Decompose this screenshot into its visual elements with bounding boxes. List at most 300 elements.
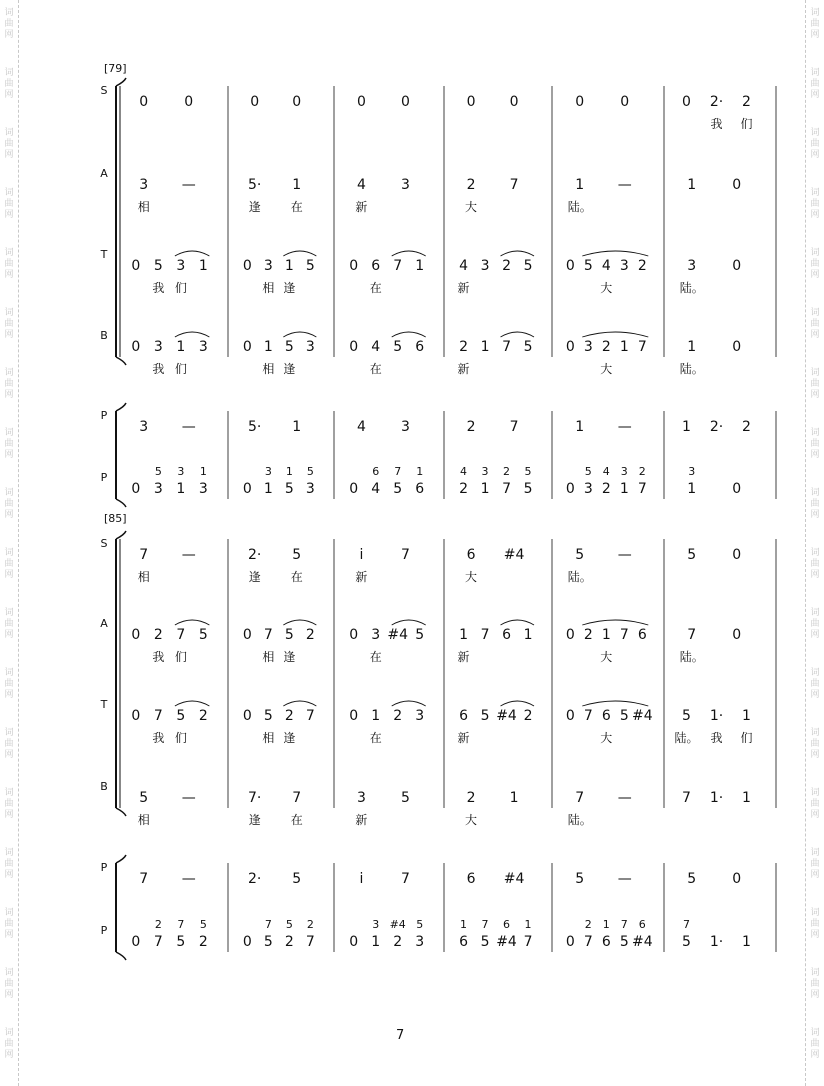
note: — <box>181 547 196 563</box>
note: 1 <box>575 177 585 193</box>
upper-note: 3 <box>688 465 696 478</box>
bracket-hook <box>116 357 126 365</box>
note: 5 <box>523 258 533 274</box>
note: #4 <box>496 934 517 950</box>
lyric: 在 <box>369 731 382 745</box>
note: 5 <box>575 871 585 887</box>
watermark-char: 词 <box>4 128 14 138</box>
watermark-char: 网 <box>810 270 820 280</box>
note: 7 <box>687 627 697 643</box>
upper-note: 2 <box>306 918 314 931</box>
slur <box>582 251 648 256</box>
slur <box>501 620 535 625</box>
note: 0 <box>242 339 252 355</box>
bracket-hook <box>116 403 126 411</box>
note: 2 <box>393 934 403 950</box>
note: — <box>181 177 196 193</box>
bracket-hook <box>116 952 126 960</box>
watermark-char: 词 <box>810 368 820 378</box>
note: 1 <box>619 481 629 497</box>
upper-note: 1 <box>199 465 207 478</box>
measure-number: [79] <box>104 62 127 75</box>
note: 0 <box>620 94 630 110</box>
upper-note: 1 <box>602 918 610 931</box>
note: 7 <box>153 708 163 724</box>
note: 1 <box>742 790 751 806</box>
note: 1 <box>682 419 691 435</box>
note: 1 <box>284 258 294 274</box>
watermark-char: 词 <box>810 848 820 858</box>
note: 3 <box>400 177 410 193</box>
watermark-char: 网 <box>810 510 820 520</box>
note: 5 <box>575 547 585 563</box>
upper-note: 4 <box>602 465 610 478</box>
note: 7 <box>139 547 149 563</box>
watermark-char: 词 <box>4 968 14 978</box>
note: 7 <box>619 627 629 643</box>
watermark-char: 词 <box>810 308 820 318</box>
upper-note: 1 <box>460 918 468 931</box>
note: 0 <box>349 258 359 274</box>
note: 0 <box>242 481 252 497</box>
upper-note: 5 <box>199 918 207 931</box>
watermark-char: 曲 <box>4 259 14 269</box>
note: 1 <box>742 708 751 724</box>
note: 7 <box>176 627 186 643</box>
watermark-char: 网 <box>810 1050 820 1060</box>
watermark-char: 曲 <box>4 79 14 89</box>
upper-note: 7 <box>264 918 272 931</box>
lyric: 新 <box>457 281 470 295</box>
watermark-char: 词 <box>810 548 820 558</box>
note: 7 <box>400 547 410 563</box>
watermark-char: 网 <box>4 750 14 760</box>
part-label: P <box>100 861 108 874</box>
note: 2 <box>153 627 163 643</box>
watermark-char: 曲 <box>810 199 820 209</box>
watermark-char: 曲 <box>810 619 820 629</box>
watermark-char: 网 <box>4 870 14 880</box>
upper-note: 5 <box>154 465 162 478</box>
bracket-hook <box>116 499 126 507</box>
upper-note: 7 <box>683 918 690 931</box>
note: 1 <box>263 481 273 497</box>
upper-note: 3 <box>372 918 380 931</box>
bracket-hook <box>116 855 126 863</box>
part-label: P <box>100 471 108 484</box>
watermark-char: 曲 <box>4 19 14 29</box>
lyric: 相 <box>262 362 275 376</box>
note: 0 <box>242 627 252 643</box>
lyric: 陆。 <box>567 813 592 827</box>
note: 2 <box>637 258 647 274</box>
note: 1 <box>480 481 490 497</box>
lyric: 我 <box>152 281 165 295</box>
part-label: T <box>100 248 108 261</box>
upper-note: 6 <box>638 918 646 931</box>
note: 1 <box>176 481 186 497</box>
note: 0 <box>242 708 252 724</box>
watermark-char: 曲 <box>4 979 14 989</box>
note: 1 <box>509 790 519 806</box>
lyric: 大 <box>465 813 478 827</box>
lyric: 新 <box>355 813 368 827</box>
upper-note: 1 <box>524 918 532 931</box>
upper-note: 3 <box>264 465 272 478</box>
upper-note: 1 <box>416 465 424 478</box>
note: 2· <box>248 547 262 563</box>
watermark-char: 词 <box>4 68 14 78</box>
slur <box>283 620 316 625</box>
note: 0 <box>184 94 194 110</box>
watermark-char: 网 <box>4 690 14 700</box>
note: 1 <box>523 627 533 643</box>
lyric: 在 <box>369 362 382 376</box>
lyric: 我 <box>152 731 165 745</box>
note: 0 <box>242 258 252 274</box>
note: 5 <box>284 339 294 355</box>
note: — <box>617 871 632 887</box>
lyric: 大 <box>600 281 613 295</box>
lyric: 相 <box>137 200 150 214</box>
upper-note: 1 <box>285 465 293 478</box>
note: 6 <box>502 627 511 643</box>
upper-note: 2 <box>584 918 592 931</box>
watermark-char: 词 <box>4 728 14 738</box>
note: 5 <box>400 790 410 806</box>
watermark-char: 词 <box>810 428 820 438</box>
watermark-char: 网 <box>4 390 14 400</box>
upper-note: 5 <box>584 465 592 478</box>
upper-note: 2 <box>503 465 511 478</box>
watermark-char: 网 <box>4 90 14 100</box>
watermark-char: 网 <box>4 990 14 1000</box>
watermark-char: 词 <box>810 1028 820 1038</box>
note: 5 <box>393 339 403 355</box>
note: 3 <box>263 258 273 274</box>
note: 0 <box>139 94 149 110</box>
watermark-char: 曲 <box>810 439 820 449</box>
note: #4 <box>631 934 653 950</box>
note: 0 <box>732 481 742 497</box>
note: 6 <box>601 708 611 724</box>
lyric: 在 <box>290 570 303 584</box>
watermark-char: 词 <box>810 788 820 798</box>
lyric: 们 <box>740 731 753 745</box>
watermark-char: 曲 <box>810 319 820 329</box>
upper-note: 2 <box>638 465 646 478</box>
upper-note: 5 <box>524 465 532 478</box>
part-label: A <box>100 167 108 180</box>
note: 3 <box>305 339 315 355</box>
lyric: 我 <box>710 731 723 745</box>
note: 7 <box>637 481 647 497</box>
note: 2 <box>601 339 611 355</box>
note: 0 <box>349 627 359 643</box>
note: 1 <box>742 934 751 950</box>
note: 0 <box>682 94 691 110</box>
lyric: 陆。 <box>679 650 704 664</box>
bracket-hook <box>116 808 126 816</box>
lyric: 们 <box>174 281 187 295</box>
note: 6 <box>466 547 476 563</box>
note: 3 <box>583 481 593 497</box>
lyric: 们 <box>174 650 187 664</box>
note: 6 <box>459 934 468 950</box>
note: 1 <box>263 339 273 355</box>
note: 3 <box>619 258 629 274</box>
bracket-hook <box>116 531 126 539</box>
note: 7 <box>400 871 410 887</box>
note: 5 <box>619 934 629 950</box>
watermark-char: 词 <box>810 908 820 918</box>
note: 2 <box>284 934 294 950</box>
note: 5 <box>619 708 629 724</box>
slur <box>392 620 426 625</box>
upper-note: 7 <box>394 465 402 478</box>
note: 3 <box>583 339 593 355</box>
note: 7 <box>263 627 273 643</box>
part-label: S <box>100 537 108 550</box>
note: 0 <box>131 627 141 643</box>
note: 4 <box>371 481 381 497</box>
watermark-char: 网 <box>810 210 820 220</box>
note: 1 <box>371 934 381 950</box>
note: 5· <box>248 177 262 193</box>
note: 0 <box>509 94 519 110</box>
note: 5 <box>176 708 186 724</box>
watermark-char: 词 <box>810 728 820 738</box>
lyric: 在 <box>290 813 303 827</box>
note: — <box>617 419 632 435</box>
lyric: 新 <box>457 650 470 664</box>
note: 1 <box>687 339 697 355</box>
watermark-char: 词 <box>810 248 820 258</box>
note: 0 <box>732 177 742 193</box>
slur <box>501 701 535 706</box>
watermark-char: 网 <box>4 30 14 40</box>
note: 7 <box>139 871 149 887</box>
watermark-char: 词 <box>4 368 14 378</box>
note: 3 <box>139 177 149 193</box>
note: 5 <box>263 934 273 950</box>
note: 0 <box>466 94 476 110</box>
lyric: 新 <box>457 362 470 376</box>
part-label: S <box>100 84 108 97</box>
note: #4 <box>631 708 653 724</box>
note: 1 <box>619 339 629 355</box>
watermark-char: 曲 <box>810 379 820 389</box>
watermark-char: 词 <box>4 428 14 438</box>
note: 1 <box>480 339 490 355</box>
note: 5 <box>292 547 302 563</box>
slur <box>392 701 426 706</box>
watermark-char: 词 <box>4 248 14 258</box>
note: 0 <box>732 547 742 563</box>
lyric: 相 <box>262 281 275 295</box>
note: 1 <box>176 339 186 355</box>
watermark-char: 词 <box>4 308 14 318</box>
note: 5 <box>480 708 490 724</box>
note: — <box>181 790 196 806</box>
note: 0 <box>250 94 260 110</box>
note: 0 <box>565 339 575 355</box>
note: 5 <box>176 934 186 950</box>
watermark-char: 网 <box>4 1050 14 1060</box>
watermark-char: 曲 <box>4 739 14 749</box>
note: 2 <box>459 339 468 355</box>
note: 2 <box>466 419 476 435</box>
note: 4 <box>459 258 468 274</box>
note: 0 <box>565 627 575 643</box>
slur <box>582 620 648 625</box>
lyric: 相 <box>137 570 150 584</box>
part-label: T <box>100 698 108 711</box>
note: 3 <box>415 934 425 950</box>
watermark-char: 曲 <box>4 139 14 149</box>
note: 2 <box>459 481 468 497</box>
watermark-char: 曲 <box>4 319 14 329</box>
lyric: 相 <box>262 731 275 745</box>
lyric: 新 <box>457 731 470 745</box>
note: 2 <box>583 627 593 643</box>
note: 0 <box>732 871 742 887</box>
watermark-char: 曲 <box>4 919 14 929</box>
note: 0 <box>400 94 410 110</box>
watermark-char: 曲 <box>810 1039 820 1049</box>
watermark-char: 网 <box>810 90 820 100</box>
upper-note: #4 <box>389 918 406 931</box>
note: 1 <box>601 627 611 643</box>
note: 3 <box>356 790 366 806</box>
note: 0 <box>575 94 585 110</box>
note: 7 <box>292 790 302 806</box>
note: 7 <box>637 339 647 355</box>
note: — <box>617 790 632 806</box>
note: 2 <box>198 708 208 724</box>
watermark-char: 曲 <box>810 679 820 689</box>
watermark-char: 曲 <box>810 79 820 89</box>
upper-note: 7 <box>177 918 185 931</box>
note: 7 <box>305 934 315 950</box>
note: 7 <box>583 708 593 724</box>
watermark-char: 网 <box>810 930 820 940</box>
upper-note: 3 <box>177 465 185 478</box>
upper-note: 6 <box>503 918 511 931</box>
note: 2 <box>466 790 476 806</box>
slur <box>582 332 648 337</box>
note: 6 <box>459 708 468 724</box>
lyric: 逢 <box>248 813 261 827</box>
watermark-char: 网 <box>4 930 14 940</box>
watermark-char: 曲 <box>4 499 14 509</box>
lyric: 逢 <box>283 362 296 376</box>
watermark-char: 网 <box>810 450 820 460</box>
watermark-char: 词 <box>810 608 820 618</box>
upper-note: 7 <box>481 918 489 931</box>
watermark-char: 网 <box>810 690 820 700</box>
note: 2 <box>601 481 611 497</box>
watermark-char: 词 <box>4 8 14 18</box>
watermark-char: 网 <box>810 750 820 760</box>
lyric: 大 <box>600 731 613 745</box>
note: 5 <box>682 934 691 950</box>
note: 3 <box>400 419 410 435</box>
slur <box>175 332 210 337</box>
lyric: 新 <box>355 200 368 214</box>
watermark-char: 曲 <box>4 1039 14 1049</box>
watermark-char: 词 <box>810 968 820 978</box>
note: 6 <box>637 627 647 643</box>
watermark-char: 网 <box>810 630 820 640</box>
note: — <box>181 871 196 887</box>
note: 5 <box>523 481 533 497</box>
part-label: P <box>100 409 108 422</box>
lyric: 陆。 <box>674 731 699 745</box>
watermark-char: 词 <box>4 1028 14 1038</box>
note: 0 <box>131 934 141 950</box>
watermark-char: 网 <box>810 870 820 880</box>
note: 5 <box>523 339 533 355</box>
watermark-char: 网 <box>810 30 820 40</box>
watermark-char: 曲 <box>810 739 820 749</box>
lyric: 我 <box>152 650 165 664</box>
bracket-hook <box>116 78 126 86</box>
slur <box>582 701 648 706</box>
watermark-char: 网 <box>810 150 820 160</box>
note: 1 <box>292 419 302 435</box>
watermark-char: 曲 <box>810 19 820 29</box>
lyric: 逢 <box>283 731 296 745</box>
slur <box>175 701 210 706</box>
lyric: 在 <box>369 650 382 664</box>
note: 2 <box>742 419 751 435</box>
note: 4 <box>356 177 366 193</box>
watermark-char: 网 <box>810 390 820 400</box>
watermark-char: 曲 <box>4 679 14 689</box>
note: 1· <box>709 790 724 806</box>
watermark-char: 曲 <box>810 559 820 569</box>
note: #4 <box>503 871 525 887</box>
watermark-char: 曲 <box>810 259 820 269</box>
slur <box>501 332 535 337</box>
slur <box>283 332 316 337</box>
note: 6 <box>601 934 611 950</box>
note: 7 <box>682 790 691 806</box>
note: 4 <box>356 419 366 435</box>
note: 7 <box>393 258 403 274</box>
slur <box>283 701 316 706</box>
note: 5 <box>305 258 315 274</box>
watermark-char: 词 <box>4 668 14 678</box>
slur <box>283 251 316 256</box>
watermark-char: 网 <box>810 570 820 580</box>
watermark-char: 曲 <box>4 199 14 209</box>
note: 6 <box>415 481 425 497</box>
note: 7 <box>583 934 593 950</box>
note: 2 <box>305 627 315 643</box>
lyric: 相 <box>137 813 150 827</box>
note: 2 <box>284 708 294 724</box>
note: — <box>617 547 632 563</box>
watermark-char: 词 <box>4 488 14 498</box>
note: 2· <box>248 871 262 887</box>
note: 3 <box>153 339 163 355</box>
lyric: 相 <box>262 650 275 664</box>
note: 3 <box>198 481 208 497</box>
part-label: P <box>100 924 108 937</box>
lyric: 陆。 <box>679 362 704 376</box>
